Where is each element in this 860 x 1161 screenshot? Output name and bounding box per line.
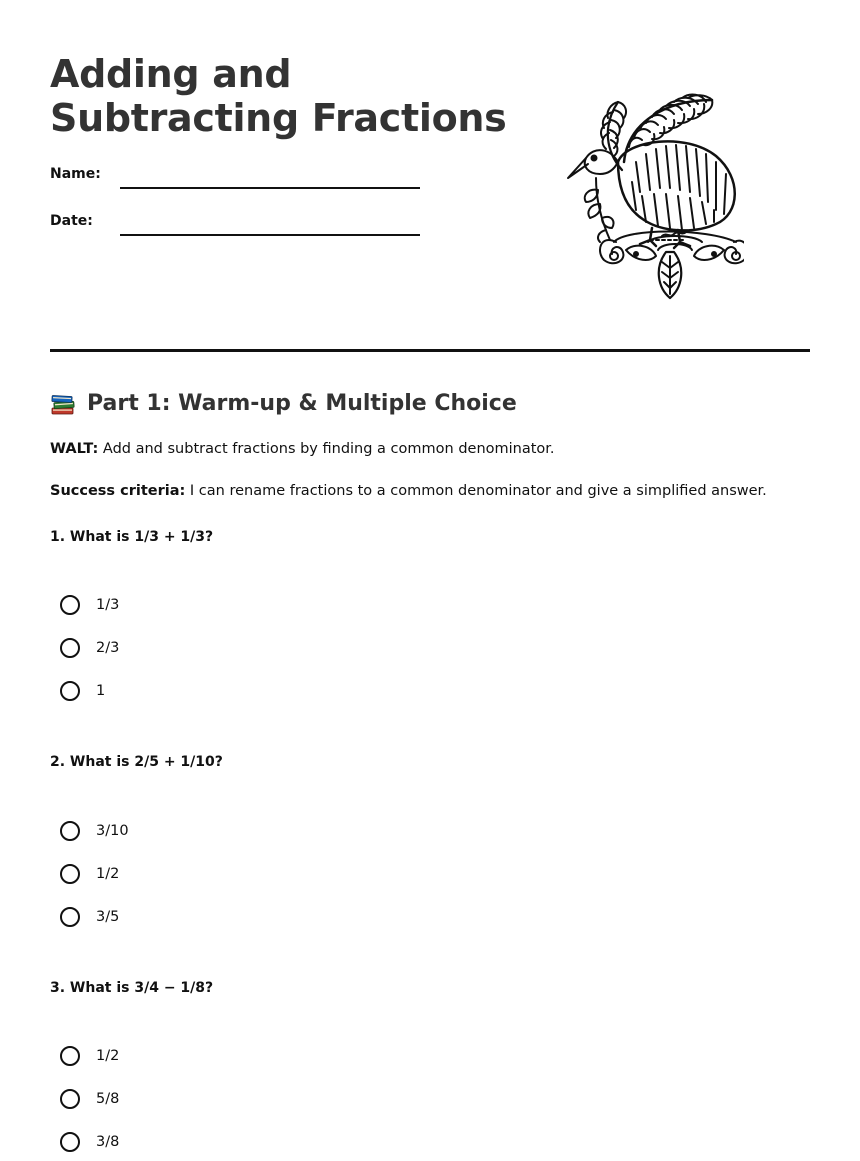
option-label: 1 [96,683,106,699]
option-label: 3/5 [96,909,120,925]
success-criteria-text: I can rename fractions to a common denominator and give a simplified answer. [185,483,767,499]
question-2-option-a[interactable] [60,819,129,843]
page-title: Adding and Subtracting Fractions [50,52,507,140]
question-2-option-b[interactable] [60,862,119,886]
radio-button[interactable] [60,638,80,658]
question-3-option-a[interactable] [60,1044,119,1068]
radio-button[interactable] [60,1089,80,1109]
radio-button[interactable] [60,681,80,701]
radio-button[interactable] [60,821,80,841]
success-criteria [50,483,767,499]
option-label: 3/8 [96,1134,120,1150]
question-2-option-c[interactable] [60,905,119,929]
option-label: 1/2 [96,866,120,882]
walt-label: WALT: [50,441,99,457]
question-3-option-c[interactable] [60,1130,119,1154]
walt-statement [50,441,555,457]
name-label: Name: [50,166,101,182]
books-icon [50,391,76,417]
option-label: 1/2 [96,1048,120,1064]
date-field[interactable] [120,234,420,236]
radio-button[interactable] [60,1132,80,1152]
section-divider [50,349,810,352]
option-label: 3/10 [96,823,129,839]
kiwi-bird-logo [566,92,744,304]
question-3-option-b[interactable] [60,1087,119,1111]
question-1: 1. What is 1/3 + 1/3? [50,529,214,545]
success-criteria-label: Success criteria: [50,483,186,499]
question-1-option-a[interactable] [60,593,119,617]
option-label: 2/3 [96,640,120,656]
radio-button[interactable] [60,907,80,927]
radio-button[interactable] [60,595,80,615]
radio-button[interactable] [60,864,80,884]
part1-heading-text: Part 1: Warm-up & Multiple Choice [87,391,517,416]
date-label: Date: [50,213,93,229]
part1-heading [50,388,517,420]
option-label: 1/3 [96,597,120,613]
question-1-option-b[interactable] [60,636,119,660]
radio-button[interactable] [60,1046,80,1066]
name-field[interactable] [120,187,420,189]
walt-text: Add and subtract fractions by finding a common denominator. [98,441,555,457]
option-label: 5/8 [96,1091,120,1107]
question-3: 3. What is 3/4 − 1/8? [50,980,214,996]
question-1-option-c[interactable] [60,679,105,703]
question-2: 2. What is 2/5 + 1/10? [50,754,223,770]
